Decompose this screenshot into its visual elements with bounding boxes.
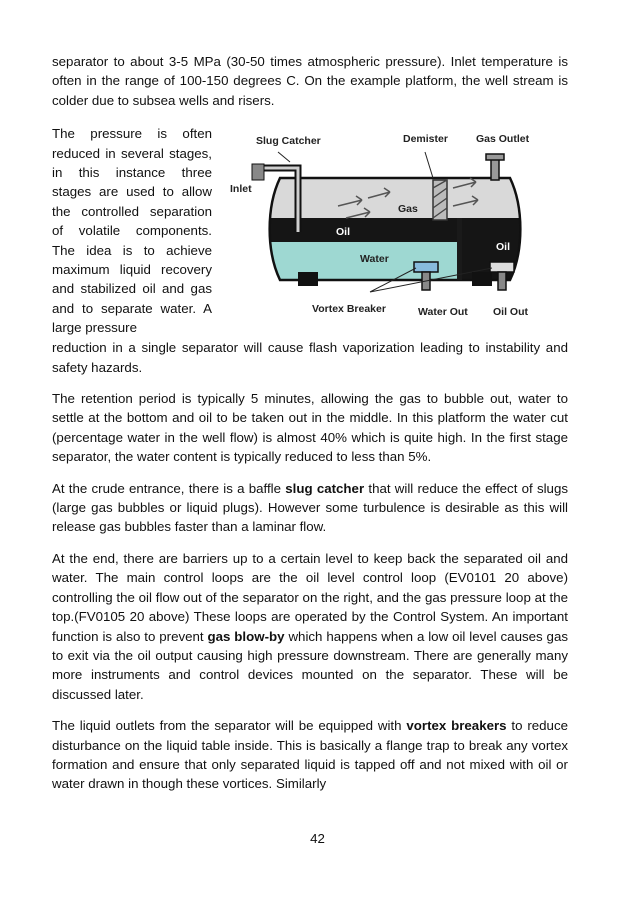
paragraph-2-continued: reduction in a single separator will cause flash vaporization leading to instability and safety hazards. (52, 340, 568, 375)
label-demister: Demister (403, 133, 448, 146)
gas-outlet-pipe (486, 154, 504, 180)
separator-diagram (228, 122, 568, 322)
term-vortex-breakers: vortex breakers (406, 718, 507, 734)
paragraph-5: At the end, there are barriers up to a certain level to keep back the separated oil and water. The main control loops are the oil level control loop (EV0101 20 above) controlling the oil flow out of the separator on the right, and the gas pressure loop at the top.(FV0105 20 above) These loops are operated by the Control System. An important function is also to prevent gas blow-by which happens when a low oil level causes gas to exit via the oil output causing high pressure downstream. There are generally many more instruments and control devices mounted on the separator. These will be discussed later. (52, 550, 568, 702)
term-gas-blow-by: gas blow-by (207, 628, 285, 644)
label-oil-right: Oil (496, 241, 511, 254)
label-water-out: Water Out (418, 306, 468, 319)
paragraph-1: separator to about 3-5 MPa (30-50 times atmospheric pressure). Inlet temperature is often in the range of 100-150 degrees C. On the example platform, the well stream is colder due to subsea wells and risers. (52, 54, 568, 108)
label-oil-left: Oil (336, 226, 351, 239)
demister-pad (433, 180, 447, 220)
label-vortex-breaker: Vortex Breaker (312, 303, 386, 316)
wrapped-text-column (52, 124, 212, 337)
label-water: Water (360, 253, 389, 266)
term-slug-catcher: slug catcher (285, 480, 365, 496)
page-number: 42 (310, 831, 325, 846)
label-inlet: Inlet (230, 183, 252, 196)
label-gas-outlet: Gas Outlet (476, 133, 530, 146)
paragraph-3: The retention period is typically 5 minutes, allowing the gas to bubble out, water to settle at the bottom and oil to be taken out in the middle. In this platform the water cut (percentage water in the well flow) is almost 40% which is quite high. In the first stage separator, the water content is typically reduced to less than 5%. (52, 391, 568, 465)
page-content (52, 52, 568, 794)
label-oil-out: Oil Out (493, 306, 528, 319)
paragraph-2-wrapped: The pressure is often reduced in several stages, in this instance three stages are used to allow the controlled separation of volatile components. The idea is to achieve maximum liquid recovery and stabilized oil and gas and to separate water. A large pressure (52, 126, 212, 336)
weir-plate (457, 218, 462, 280)
paragraph-4: At the crude entrance, there is a baffle slug catcher that will reduce the effect of slugs (large gas bubbles or liquid plugs). However some turbulence is desirable as this will release gas bubbles faster than a laminar flow. (52, 480, 568, 535)
label-slug-catcher: Slug Catcher (256, 135, 321, 148)
label-gas: Gas (398, 203, 418, 216)
paragraph-6: The liquid outlets from the separator will be equipped with vortex breakers to reduce disturbance on the liquid table inside. This is basically a flange trap to break any vortex formation and ensure that only separated liquid is tapped off and not mixed with oil or water drawn in though these vortices. Similarly (52, 718, 568, 792)
float-section (52, 124, 568, 338)
